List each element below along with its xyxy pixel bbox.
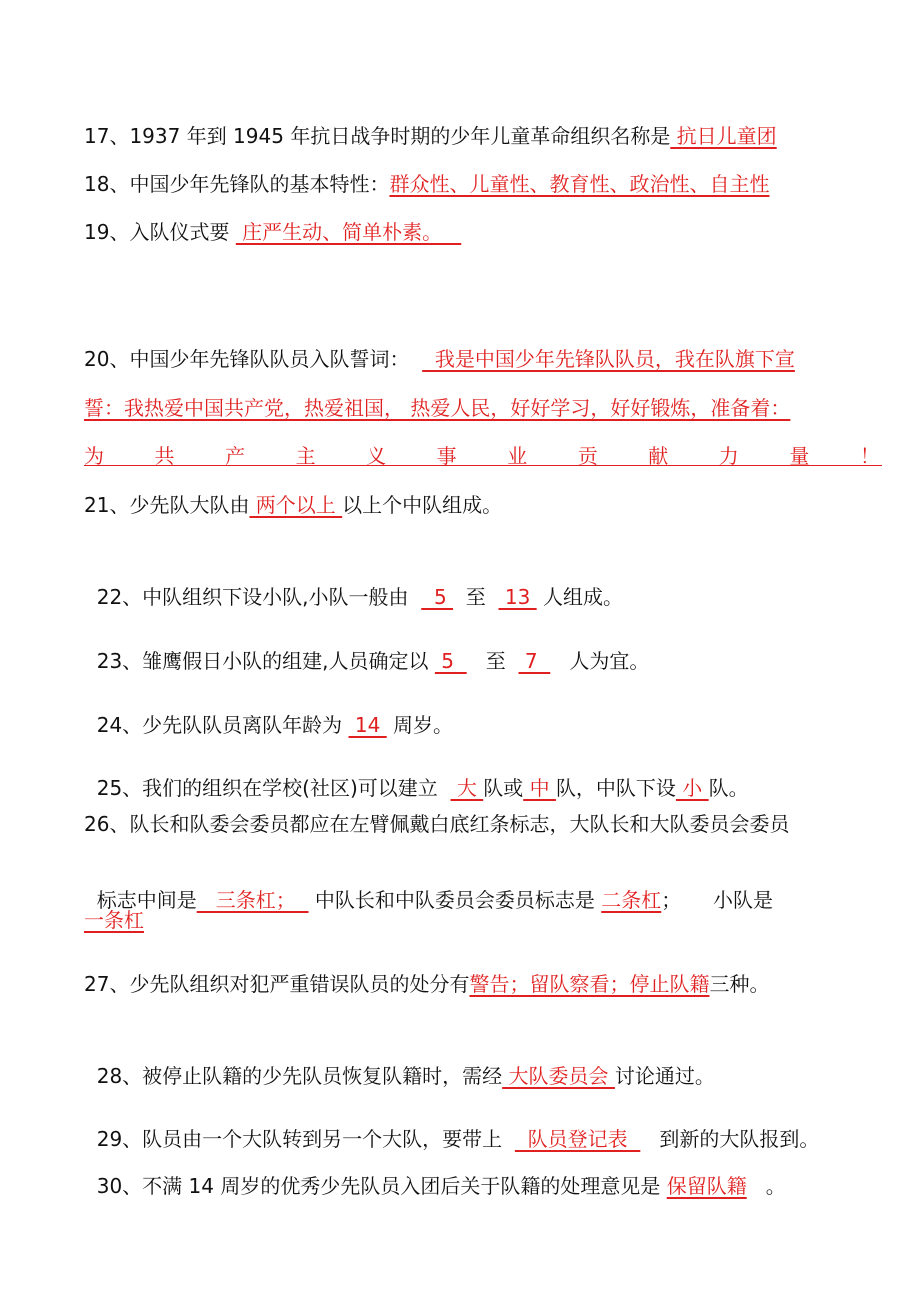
question-text: 队，中队下设 xyxy=(555,776,676,800)
question-text: 队。 xyxy=(708,776,749,800)
question-text: 至 xyxy=(453,585,499,609)
answer: 誓：我热爱中国共产党，热爱祖国， 热爱人民，好好学习，好好锻炼，准备着： xyxy=(84,396,791,420)
question-text: 讨论通过。 xyxy=(614,1064,715,1088)
question-text: 29、队员由一个大队转到另一个大队，要带上 xyxy=(96,1127,515,1151)
answer-char: 力 xyxy=(718,444,739,468)
answer: 警告；留队察看；停止队籍 xyxy=(469,972,710,996)
question-27 xyxy=(84,970,769,998)
answer: 大队委员会 xyxy=(502,1064,615,1088)
answer: 14 xyxy=(348,713,387,737)
question-text: 23、雏鹰假日小队的组建,人员确定以 xyxy=(96,649,435,673)
answer: 小 xyxy=(675,776,709,800)
answer-char: 献 xyxy=(648,444,669,468)
question-text: 30、不满 14 周岁的优秀少先队员入团后关于队籍的处理意见是 xyxy=(96,1174,667,1198)
question-text: 三种。 xyxy=(709,972,770,996)
question-19 xyxy=(84,218,461,246)
answer-underline xyxy=(84,465,882,466)
question-text: 队或 xyxy=(483,776,524,800)
answer: 保留队籍 xyxy=(666,1174,747,1198)
answer-char: 共 xyxy=(154,444,175,468)
question-text: 27、少先队组织对犯严重错误队员的处分有 xyxy=(84,972,470,996)
question-text: 人为宜。 xyxy=(550,649,650,673)
answer: 抗日儿童团 xyxy=(670,124,777,148)
question-text: 。 xyxy=(746,1174,786,1198)
question-26 xyxy=(84,810,789,838)
answer: 三条杠； xyxy=(196,888,309,912)
answer: 庄严生动、简单朴素。 xyxy=(235,220,462,244)
answer: 一条杠 xyxy=(84,908,144,932)
answer: 5 xyxy=(421,585,454,609)
answer-char: 贡 xyxy=(577,444,598,468)
question-text: ； 小队是 xyxy=(661,888,774,912)
question-text: 人组成。 xyxy=(536,585,624,609)
question-23 xyxy=(84,619,649,675)
answer-char: 业 xyxy=(507,444,528,468)
question-17 xyxy=(84,122,777,150)
question-text: 周岁。 xyxy=(386,713,454,737)
question-21 xyxy=(84,491,502,519)
answer: 大 xyxy=(450,776,484,800)
answer: 中 xyxy=(523,776,556,800)
question-24 xyxy=(84,683,453,739)
question-text: 21、少先队大队由 xyxy=(84,493,250,517)
question-text: 18、中国少年先锋队的基本特性： xyxy=(84,172,390,196)
question-25 xyxy=(84,746,749,802)
answer-char: 为 xyxy=(84,444,104,468)
answer-char: ！ xyxy=(859,444,880,468)
answer: 两个以上 xyxy=(249,493,343,517)
question-text: 28、被停止队籍的少先队员恢复队籍时，需经 xyxy=(96,1064,503,1088)
question-18 xyxy=(84,170,769,198)
question-text: 20、中国少年先锋队队员入队誓词： xyxy=(84,347,423,371)
question-20 xyxy=(84,345,795,373)
answer-char: 产 xyxy=(225,444,246,468)
question-text: 26、队长和队委会委员都应在左臂佩戴白底红条标志，大队长和大队委员会委员 xyxy=(84,812,790,836)
answer: 5 xyxy=(434,649,467,673)
question-text: 25、我们的组织在学校(社区)可以建立 xyxy=(96,776,451,800)
question-30 xyxy=(84,1144,786,1200)
question-20-line-2 xyxy=(84,394,790,422)
question-text: 标志中间是 xyxy=(96,888,197,912)
answer: 二条杠 xyxy=(601,888,662,912)
question-22 xyxy=(84,555,623,611)
answer-char: 量 xyxy=(789,444,810,468)
question-26-line-2 xyxy=(84,858,773,914)
question-text: 19、入队仪式要 xyxy=(84,220,236,244)
answer-char: 主 xyxy=(295,444,316,468)
answer: 群众性、儿童性、教育性、政治性、自主性 xyxy=(389,172,770,196)
question-text: 到新的大队报到。 xyxy=(640,1127,820,1151)
answer: 队员登记表 xyxy=(514,1127,641,1151)
answer-char: 事 xyxy=(436,444,457,468)
question-text: 以上个中队组成。 xyxy=(342,493,503,517)
question-text: 17、1937 年到 1945 年抗日战争时期的少年儿童革命组织名称是 xyxy=(84,124,671,148)
question-text: 22、中队组织下设小队,小队一般由 xyxy=(96,585,422,609)
answer: 13 xyxy=(498,585,537,609)
answer: 我是中国少年先锋队队员，我在队旗下宣 xyxy=(422,347,795,371)
question-text: 至 xyxy=(466,649,519,673)
question-text: 中队长和中队委员会委员标志是 xyxy=(308,888,602,912)
question-26-line-3 xyxy=(84,906,144,934)
answer: 7 xyxy=(518,649,551,673)
answer-char: 义 xyxy=(366,444,387,468)
question-28 xyxy=(84,1034,715,1090)
question-text: 24、少先队队员离队年龄为 xyxy=(96,713,349,737)
